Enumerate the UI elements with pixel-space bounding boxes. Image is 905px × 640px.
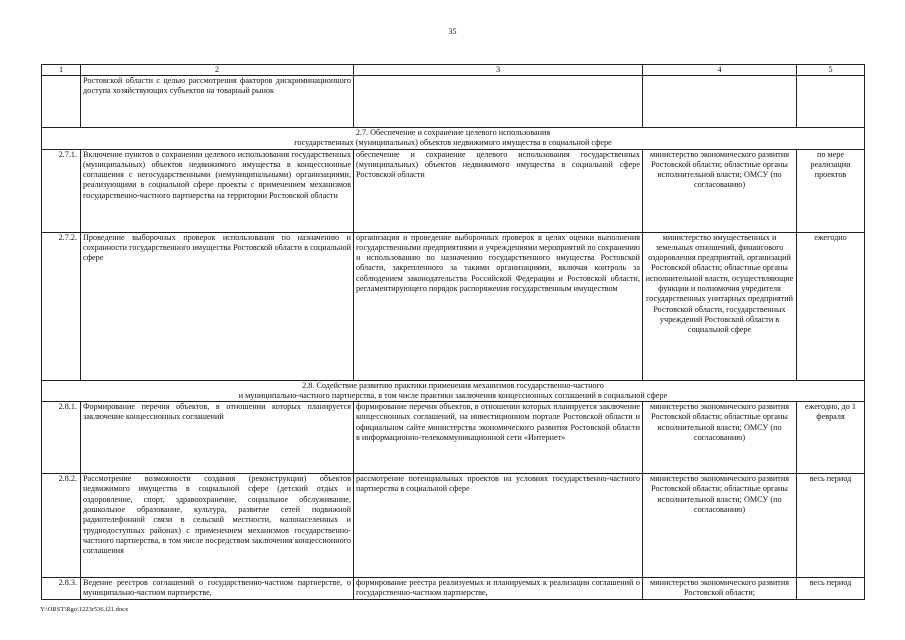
section-heading-row — [42, 380, 865, 402]
section-heading-line: государственных (муниципальных) объектов недвижимого имущества в социальной сфере — [294, 138, 612, 148]
table-row — [42, 232, 865, 380]
executor-cell: министерство экономического развития Ростовской области; областные органы исполнительной власти; ОМСУ (по согласованию) — [643, 149, 797, 232]
column-number: 2 — [81, 65, 354, 76]
section-heading-line: 2.7. Обеспечение и сохранение целевого использования — [355, 128, 551, 137]
result-cell: формирование перечня объектов, в отношении которых планируется заключение концессионных соглашений, на инвестиционном портале Ростовской области и официальном сайте министерства экономического развития Ростовской области в информационно-телекоммуникационной сети «Интернет» — [354, 402, 643, 474]
table-row — [42, 578, 865, 600]
table-row — [42, 402, 865, 474]
table-cell — [354, 76, 643, 128]
term-cell: весь период — [797, 474, 865, 578]
event-cell: Ростовской области с целью рассмотрения факторов дискриминационного доступа хозяйствующих субъектов на товарный рынок — [81, 76, 354, 128]
event-cell: Рассмотрение возможности создания (реконструкции) объектов недвижимого имущества в социальной сфере (детский отдых и оздоровление, спорт, здравоохранение, социальное обслуживание, дошкольное образование, культура, развитие сетей подвижной радиотелефонной связи в сельской местности, малонаселенных и труднодоступных районах) с применением механизмов государственно-частного партнерства, в том числе посредством заключения концессионного соглашения — [81, 474, 354, 578]
row-number: 2.7.1. — [42, 149, 81, 232]
section-heading — [42, 380, 865, 402]
event-cell: Формирование перечня объектов, в отношении которых планируется заключение концессионных соглашений — [81, 402, 354, 474]
result-cell: обеспечение и сохранение целевого использования государственных (муниципальных) объектов недвижимого имущества в социальной сфере Ростовской области — [354, 149, 643, 232]
row-number: 2.8.3. — [42, 578, 81, 600]
term-cell: ежегодно — [797, 232, 865, 380]
executor-cell: министерство имущественных и земельных отношений, финансового оздоровления предприятий, организаций Ростовской области; областные органы исполнительной власти, осуществляющие функции и полномочия учредителя государственных унитарных предприятий Ростовской области, государственных учреждений Ростовской области в социальной сфере — [643, 232, 797, 380]
section-heading-line: 2.8. Содействие развитию практики применения механизмов государственно-частного — [302, 380, 604, 390]
result-cell: формирование реестра реализуемых и планируемых к реализации соглашений о государственно-частном партнерстве, — [354, 578, 643, 600]
page-number: 35 — [448, 27, 457, 36]
term-cell: ежегодно, до 1 февраля — [797, 402, 865, 474]
table-row — [42, 474, 865, 578]
table-cell — [643, 76, 797, 128]
event-cell: Проведение выборочных проверок использования по назначению и сохранности государственного имущества Ростовской области в социальной сфере — [81, 232, 354, 380]
table-row — [42, 149, 865, 232]
table-cell — [42, 76, 81, 128]
table-cell — [797, 76, 865, 128]
column-numbers-row — [42, 65, 865, 76]
column-number: 4 — [643, 65, 797, 76]
event-cell: Ведение реестров соглашений о государственно-частном партнерстве, о муниципально-частном партнерстве, — [81, 578, 354, 600]
executor-cell: министерство экономического развития Ростовской области; областные органы исполнительной власти; ОМСУ (по согласованию) — [643, 402, 797, 474]
result-cell: организация и проведение выборочных проверок в целях оценки выполнения государственными предприятиями и учреждениями мероприятий по сохранению и использованию по назначению государственного имущества Ростовской области, закрепленного за такими организациями, включая контроль за соблюдением законодательства Российской Федерации и Ростовской области, регламентирующего порядок распоряжения государственным имуществом — [354, 232, 643, 380]
section-heading — [42, 128, 865, 150]
column-number: 1 — [42, 65, 81, 76]
row-number: 2.8.2. — [42, 474, 81, 578]
event-cell: Включение пунктов о сохранении целевого использования государственных (муниципальных) объектов недвижимого имущества в концессионные соглашения с негосударственными (немуниципальными) организациями, реализующими в социальной сфере проекты с применением механизмов государственно-частного партнерства на территории Ростовской области — [81, 149, 354, 232]
continuation-row — [42, 76, 865, 128]
result-cell: рассмотрение потенциальных проектов на условиях государственно-частного партнерства в социальной сфере — [354, 474, 643, 578]
executor-cell: министерство экономического развития Ростовской области; — [643, 578, 797, 600]
column-number: 3 — [354, 65, 643, 76]
section-heading-line: и муниципально-частного партнерства, в том числе практики заключения концессионных соглашений в социальной сфере — [238, 390, 668, 400]
row-number: 2.8.1. — [42, 402, 81, 474]
footer-file-path: Y:\ORST\Rgo\1223r536.f21.docx — [40, 606, 129, 613]
action-plan-table — [41, 64, 865, 600]
term-cell: по мере реализации проектов — [797, 149, 865, 232]
section-heading-row — [42, 128, 865, 150]
row-number: 2.7.2. — [42, 232, 81, 380]
executor-cell: министерство экономического развития Ростовской области; областные органы исполнительной власти; ОМСУ (по согласованию) — [643, 474, 797, 578]
column-number: 5 — [797, 65, 865, 76]
term-cell: весь период — [797, 578, 865, 600]
